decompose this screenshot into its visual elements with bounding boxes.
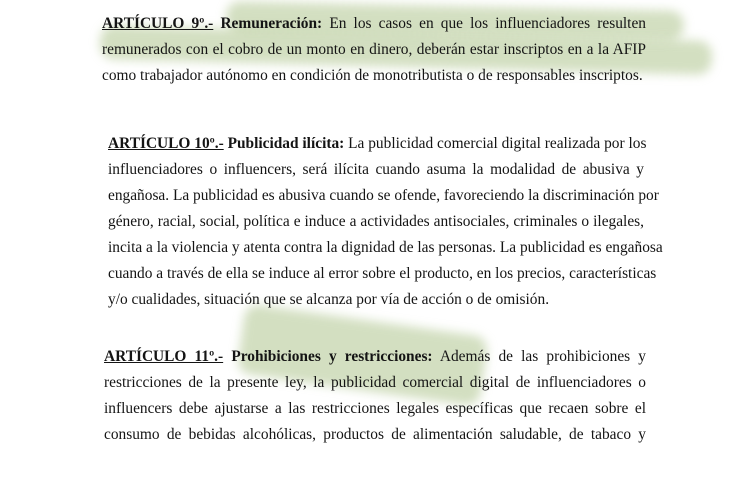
article-line: cuando a través de ella se induce al error sobre el producto, en los precios, características (108, 265, 657, 282)
article-heading (102, 15, 322, 32)
article-line: género, racial, social, política e induce a actividades antisociales, criminales o ilegales, (108, 213, 644, 230)
article-11 (104, 344, 646, 448)
article-number: ARTÍCULO 11º.- (104, 348, 224, 365)
article-title: Publicidad ilícita: (227, 135, 345, 152)
article-line (108, 131, 647, 157)
article-line: restricciones de la presente ley, la publicidad comercial digital de influenciadores o (104, 374, 646, 391)
article-line (102, 11, 646, 37)
article-line: consumo de bebidas alcohólicas, productos de alimentación saludable, de tabaco y (104, 426, 646, 443)
article-heading (104, 348, 433, 365)
article-line (104, 344, 646, 370)
article-title: Prohibiciones y restricciones: (231, 348, 433, 365)
article-text: En los casos en que los influenciadores resulten (329, 15, 646, 32)
article-10 (108, 131, 663, 313)
article-heading (108, 135, 344, 152)
article-number: ARTÍCULO 9º.- (102, 15, 214, 32)
article-title: Remuneración: (220, 15, 323, 32)
article-line: incita a la violencia y atenta contra la dignidad de las personas. La publicidad es engañosa (108, 239, 663, 256)
article-number: ARTÍCULO 10º.- (108, 135, 224, 152)
article-text: Además de las prohibiciones y (439, 348, 647, 365)
article-line: remunerados con el cobro de un monto en dinero, deberán estar inscriptos en a la AFIP (102, 41, 646, 58)
article-line: engañosa. La publicidad es abusiva cuando se ofende, favoreciendo la discriminación por (108, 187, 659, 204)
article-line: influencers debe ajustarse a las restricciones legales específicas que recaen sobre el (104, 400, 646, 417)
article-9 (102, 11, 646, 89)
article-line: y/o cualidades, situación que se alcanza por vía de acción o de omisión. (108, 291, 550, 308)
article-text: La publicidad comercial digital realizada por los (348, 135, 647, 152)
article-line: como trabajador autónomo en condición de monotributista o de responsables inscriptos. (102, 67, 643, 84)
article-line: influenciadores o influencers, será ilícita cuando asuma la modalidad de abusiva y (108, 161, 644, 178)
